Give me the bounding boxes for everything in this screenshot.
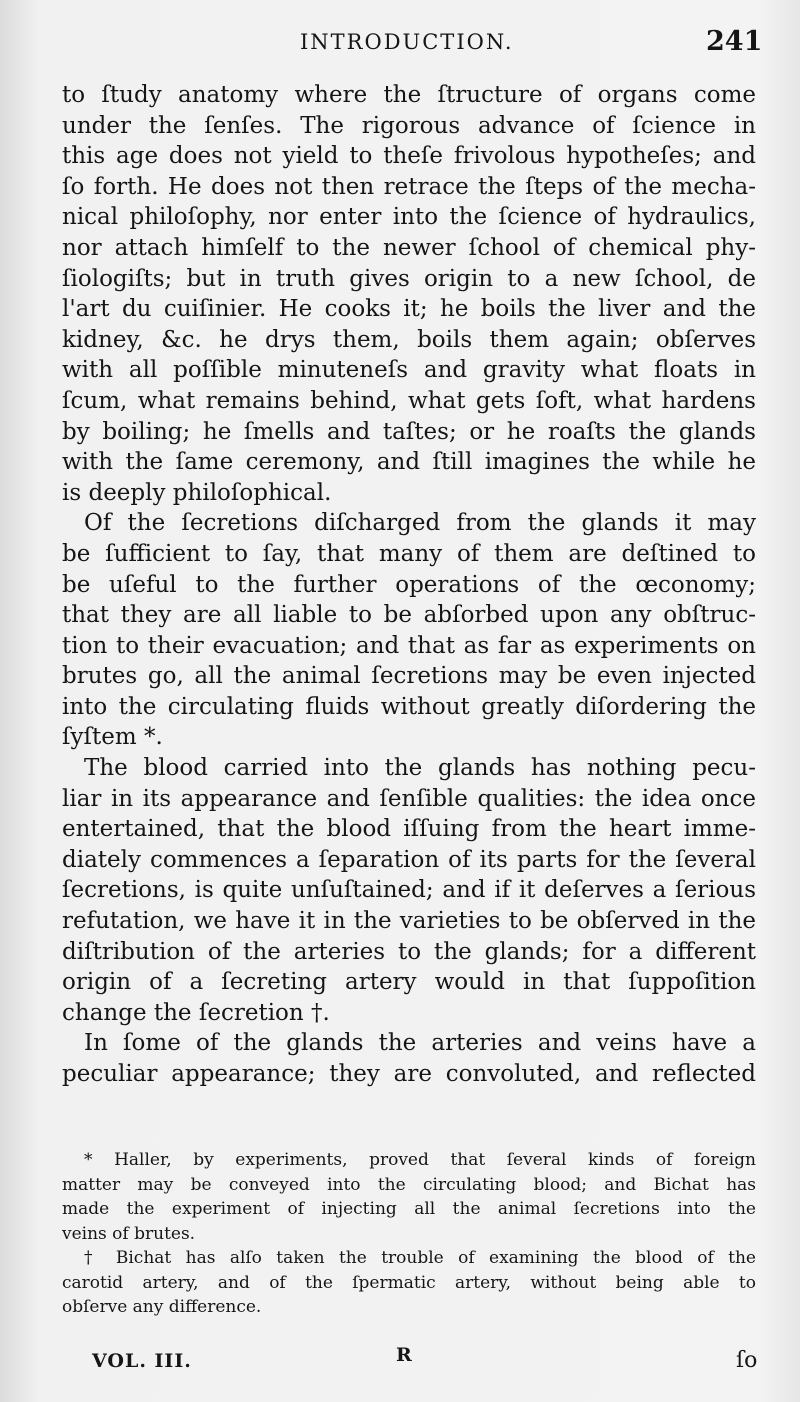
body-line: entertained, that the blood iſſuing from the heart imme- — [62, 816, 756, 843]
body-line: ſecretions, is quite unſuſtained; and if it deſerves a ſerious — [62, 877, 756, 904]
footnote-line: obſerve any difference. — [62, 1297, 262, 1317]
body-line: into the circulating fluids without greatly diſordering the — [62, 693, 756, 720]
body-line: nical philoſophy, nor enter into the ſcience of hydraulics, — [62, 204, 756, 231]
body-line: diately commences a ſeparation of its parts for the ſeveral — [62, 846, 756, 873]
body-line: peculiar appearance; they are convoluted, and reflected — [62, 1061, 756, 1087]
catchword: ſo — [736, 1348, 758, 1373]
body-line: be uſeful to the further operations of the œconomy; — [62, 571, 756, 598]
body-line: with all poſſible minuteneſs and gravity what floats in — [62, 357, 756, 384]
page-number: 241 — [706, 26, 763, 57]
running-head: INTRODUCTION. — [300, 30, 514, 54]
body-line: that they are all liable to be abſorbed upon any obſtruc- — [62, 602, 756, 629]
footnote-line: matter may be conveyed into the circulating blood; and Bichat has — [62, 1174, 756, 1195]
body-line: nor attach himſelf to the newer ſchool of chemical phy- — [62, 234, 756, 261]
body-line: ſcum, what remains behind, what gets ſoft, what hardens — [62, 387, 756, 414]
body-line: origin of a ſecreting artery would in that ſuppoſition — [62, 969, 756, 996]
footnote-line: † Bichat has alſo taken the trouble of examining the blood of the — [84, 1248, 756, 1268]
volume-label: VOL. III. — [92, 1350, 192, 1372]
body-line: tion to their evacuation; and that as far as experiments on — [62, 632, 756, 659]
footnote-line: veins of brutes. — [62, 1223, 196, 1244]
body-line: ſo forth. He does not then retrace the ſteps of the mecha- — [62, 173, 756, 200]
body-line: by boiling; he ſmells and taſtes; or he roaſts the glands — [62, 418, 756, 445]
body-line: ſyſtem *. — [62, 724, 163, 751]
body-line: change the ſecretion †. — [62, 999, 330, 1026]
body-line: refutation, we have it in the varieties to be obſerved in the — [62, 908, 756, 935]
body-text — [62, 80, 756, 1090]
body-line: liar in its appearance and ſenſible qualities: the idea once — [62, 785, 756, 812]
body-line: this age does not yield to theſe frivolous hypotheſes; and — [62, 143, 756, 170]
body-line: l'art du cuiſinier. He cooks it; he boils the liver and the — [62, 296, 756, 323]
page-header — [0, 26, 800, 66]
paragraph-start-line: The blood carried into the glands has nothing pecu- — [84, 755, 756, 782]
body-line: ſiologiſts; but in truth gives origin to a new ſchool, de — [62, 265, 756, 292]
paragraph-start-line: Of the ſecretions diſcharged from the glands it may — [84, 510, 756, 537]
body-line: diſtribution of the arteries to the glands; for a different — [62, 938, 756, 965]
body-line: be ſufficient to ſay, that many of them are deſtined to — [62, 540, 756, 567]
signature-mark: R — [396, 1344, 412, 1366]
body-line: is deeply philoſophical. — [62, 479, 332, 506]
body-line: under the ſenſes. The rigorous advance of ſcience in — [62, 112, 756, 139]
footnote-line: made the experiment of injecting all the animal ſecretions into the — [62, 1199, 756, 1219]
paragraph-start-line: In ſome of the glands the arteries and veins have a — [84, 1030, 756, 1057]
body-line: with the ſame ceremony, and ſtill imagines the while he — [62, 449, 756, 476]
footnote-line: carotid artery, and of the ſpermatic artery, without being able to — [62, 1272, 756, 1293]
footnote-line: * Haller, by experiments, proved that ſeveral kinds of foreign — [84, 1150, 756, 1170]
body-line: brutes go, all the animal ſecretions may be even injected — [62, 663, 756, 690]
page-footer — [0, 1344, 800, 1384]
body-line: to ſtudy anatomy where the ſtructure of organs come — [62, 82, 756, 108]
footnotes — [62, 1148, 756, 1320]
body-line: kidney, &c. he drys them, boils them again; obſerves — [62, 326, 756, 353]
